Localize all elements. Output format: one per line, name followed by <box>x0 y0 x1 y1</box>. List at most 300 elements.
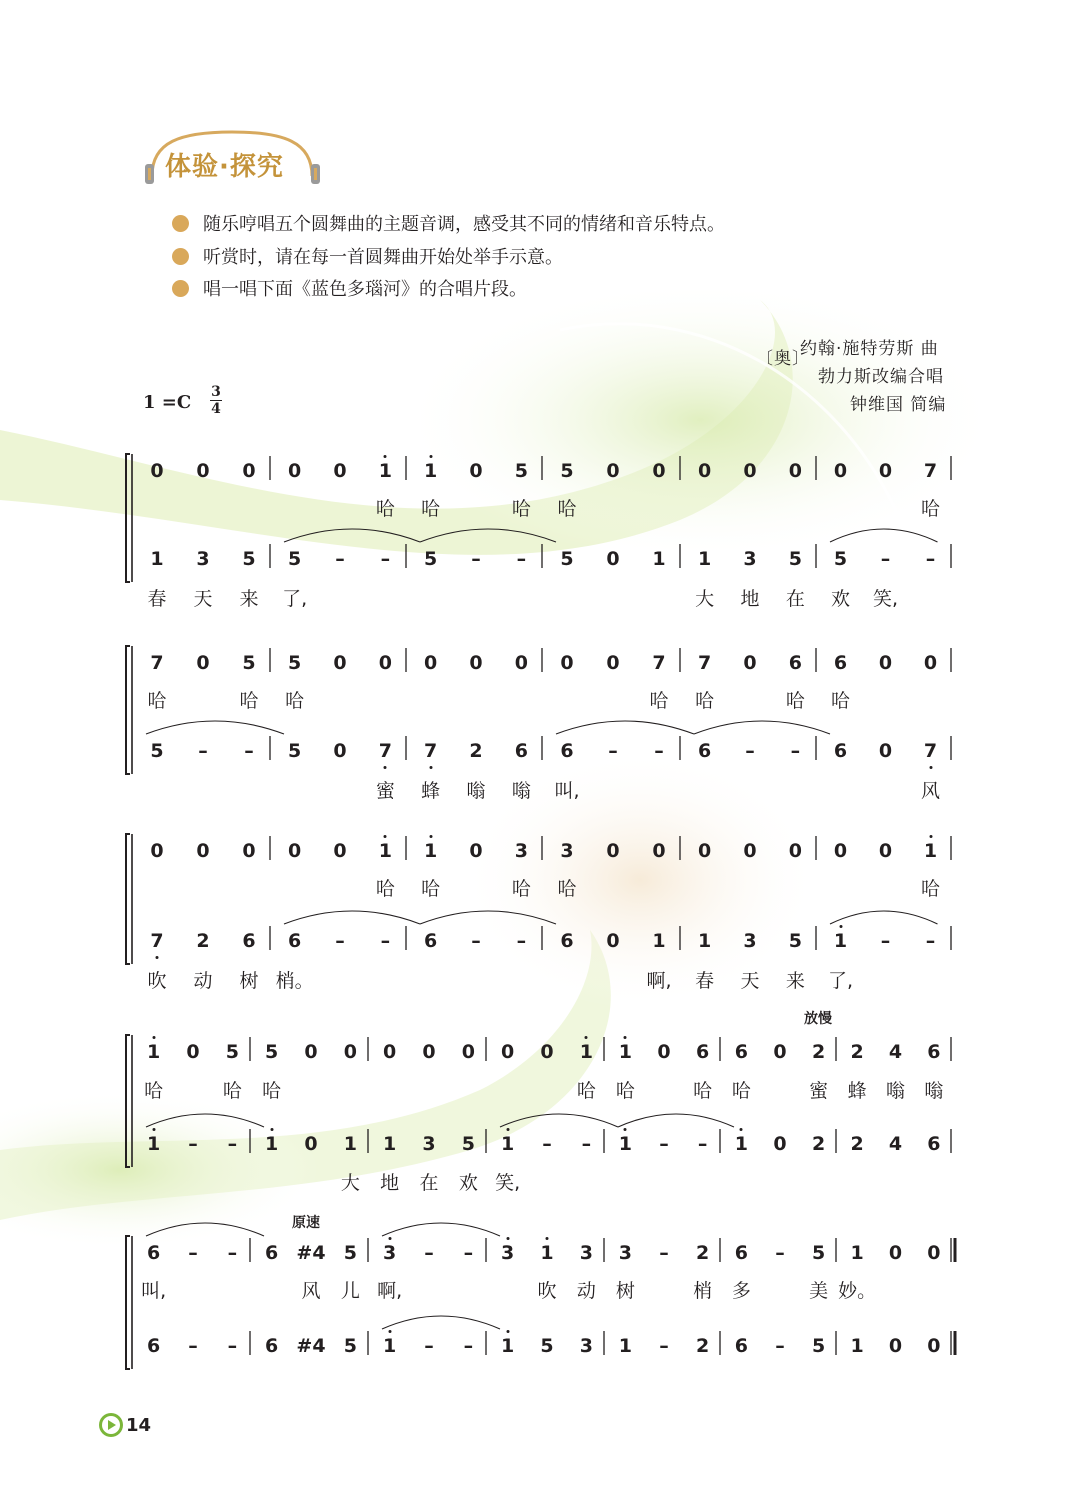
lyric: 笑, <box>495 1172 521 1194</box>
note: 0 <box>560 652 574 674</box>
note: 7 <box>150 930 164 952</box>
note: 0 <box>422 1041 436 1063</box>
lyric: 春 <box>147 588 167 610</box>
lyric: 来 <box>239 588 259 610</box>
note: 3 <box>383 1242 397 1264</box>
note: 1 <box>833 930 848 952</box>
note: 7 <box>150 652 164 674</box>
note: 0 <box>833 460 848 482</box>
note: 4 <box>888 1041 903 1063</box>
note: – <box>244 740 254 762</box>
note: 0 <box>652 460 666 482</box>
note: 6 <box>788 652 802 674</box>
note: 0 <box>878 740 893 762</box>
note: – <box>335 930 345 952</box>
lyric: 啊, <box>646 970 672 992</box>
note: 6 <box>698 740 712 762</box>
octave-dot <box>270 1128 273 1131</box>
note: – <box>925 548 936 570</box>
system-brace <box>126 834 130 964</box>
note: 0 <box>606 652 620 674</box>
lyric: 天 <box>740 970 760 992</box>
note: 3 <box>743 930 757 952</box>
note: 0 <box>606 840 620 862</box>
octave-dot <box>152 1128 155 1131</box>
lyric: 哈 <box>421 498 441 520</box>
time-signature: 3 4 <box>211 384 221 417</box>
note: 7 <box>424 740 438 762</box>
system-brace <box>126 1035 130 1167</box>
lyric: 哈 <box>693 1080 713 1102</box>
lyric: 风 <box>920 780 941 802</box>
note: 6 <box>147 1335 161 1357</box>
note: 5 <box>242 548 256 570</box>
lyric: 儿 <box>340 1280 360 1302</box>
lyric: 哈 <box>649 690 669 712</box>
slur <box>830 529 938 542</box>
octave-dot <box>839 925 842 928</box>
note: 0 <box>540 1041 554 1063</box>
note: 0 <box>923 652 938 674</box>
note: 0 <box>150 840 164 862</box>
note: 5 <box>288 548 302 570</box>
lyric: 哈 <box>239 690 259 712</box>
lyric: 地 <box>740 588 760 610</box>
note: – <box>542 1133 552 1155</box>
note: 0 <box>383 1041 397 1063</box>
note: 1 <box>850 1335 864 1357</box>
octave-dot <box>388 1330 391 1333</box>
lyric: 哈 <box>695 690 715 712</box>
note: 0 <box>788 840 802 862</box>
note: – <box>198 740 208 762</box>
note: 5 <box>288 740 302 762</box>
note: – <box>463 1335 474 1357</box>
note: 6 <box>514 740 528 762</box>
note: 1 <box>652 930 666 952</box>
note: 1 <box>734 1133 748 1155</box>
lyric: 动 <box>193 970 213 992</box>
note: 5 <box>225 1041 239 1063</box>
note: 0 <box>833 840 848 862</box>
lyric: 蜂 <box>847 1080 867 1102</box>
lyric: 树 <box>239 970 259 992</box>
note: 5 <box>343 1335 357 1357</box>
slur <box>830 911 938 924</box>
note: 0 <box>514 652 528 674</box>
lyric: 欢 <box>830 588 851 610</box>
slur <box>382 1223 500 1236</box>
note: 7 <box>378 740 392 762</box>
note: 0 <box>698 840 712 862</box>
note: – <box>516 930 527 952</box>
note: 5 <box>150 740 164 762</box>
note: 1 <box>150 548 164 570</box>
note: 7 <box>923 740 938 762</box>
note: 5 <box>343 1242 357 1264</box>
octave-dot <box>429 835 432 838</box>
octave-dot <box>152 1036 155 1039</box>
octave-dot <box>546 1237 549 1240</box>
note: 5 <box>560 548 574 570</box>
note: – <box>471 548 481 570</box>
note: 0 <box>606 548 620 570</box>
credit-arranger: 勃力斯改编合唱 <box>818 367 944 387</box>
note: 6 <box>734 1335 748 1357</box>
note: 1 <box>147 1041 161 1063</box>
note: 6 <box>560 740 574 762</box>
lyric: 地 <box>380 1172 400 1194</box>
octave-dot <box>506 1128 509 1131</box>
note: 0 <box>788 460 802 482</box>
note: 0 <box>424 652 438 674</box>
note: – <box>380 930 391 952</box>
slur <box>146 1114 264 1127</box>
lyric: 嗡 <box>511 780 531 802</box>
note: 6 <box>833 652 848 674</box>
section-title: 体验·探究 <box>165 152 284 182</box>
tempo-mark-slow: 放慢 <box>804 1011 832 1027</box>
note: 3 <box>560 840 574 862</box>
lyric: 哈 <box>262 1080 282 1102</box>
note: 0 <box>343 1041 357 1063</box>
note: – <box>880 548 891 570</box>
note: 0 <box>606 930 620 952</box>
credit-simplifier: 钟维国 简编 <box>850 395 947 415</box>
note: 1 <box>265 1133 279 1155</box>
octave-dot <box>384 455 387 458</box>
note: 0 <box>773 1133 787 1155</box>
note: 2 <box>696 1242 710 1264</box>
note: 6 <box>288 930 302 952</box>
lyric: 多 <box>731 1280 751 1302</box>
note: 0 <box>743 652 757 674</box>
note: 1 <box>850 1242 864 1264</box>
note: 6 <box>734 1242 748 1264</box>
note: 1 <box>501 1335 515 1357</box>
note: 6 <box>696 1041 710 1063</box>
note: – <box>659 1242 669 1264</box>
lyric: 了, <box>282 588 308 610</box>
note: 0 <box>878 460 893 482</box>
note: 0 <box>927 1335 941 1357</box>
note: 0 <box>501 1041 515 1063</box>
octave-dot <box>506 1237 509 1240</box>
lyric: 哈 <box>511 498 531 520</box>
note: 2 <box>850 1133 864 1155</box>
note: 3 <box>579 1242 593 1264</box>
note: – <box>880 930 891 952</box>
lyric: 天 <box>193 588 213 610</box>
note: 0 <box>773 1041 787 1063</box>
note: 2 <box>469 740 483 762</box>
lyric: 动 <box>576 1280 596 1302</box>
note: 0 <box>304 1041 318 1063</box>
lyric: 树 <box>615 1280 635 1302</box>
lyric: 哈 <box>557 498 577 520</box>
note: 5 <box>788 548 802 570</box>
note: – <box>188 1242 198 1264</box>
note: #4 <box>296 1335 326 1357</box>
lyric: 蜂 <box>421 780 441 802</box>
note: 5 <box>812 1242 826 1264</box>
note: 3 <box>514 840 528 862</box>
note: – <box>380 548 391 570</box>
slur <box>146 721 284 734</box>
note: 2 <box>696 1335 710 1357</box>
note: – <box>581 1133 592 1155</box>
slur <box>420 911 556 924</box>
note: 0 <box>186 1041 200 1063</box>
slur <box>618 1114 734 1127</box>
octave-dot <box>156 956 159 959</box>
note: 0 <box>469 460 483 482</box>
system-brace <box>126 454 130 582</box>
lyric: 哈 <box>147 690 167 712</box>
tempo-mark-original: 原速 <box>292 1215 320 1231</box>
note: 4 <box>888 1133 903 1155</box>
octave-dot <box>624 1036 627 1039</box>
note: – <box>659 1335 669 1357</box>
lyric: 哈 <box>920 498 941 520</box>
note: 6 <box>833 740 848 762</box>
bullet-item: 听赏时，请在每一首圆舞曲开始处举手示意。 <box>172 243 563 269</box>
note: 3 <box>422 1133 436 1155</box>
note: 0 <box>196 652 210 674</box>
note: 7 <box>652 652 666 674</box>
note: 2 <box>850 1041 864 1063</box>
note: 1 <box>540 1242 554 1264</box>
note: 1 <box>618 1335 632 1357</box>
lyric: 来 <box>785 970 805 992</box>
note: – <box>925 930 936 952</box>
lyric: 笑, <box>872 588 899 610</box>
note: 0 <box>333 740 347 762</box>
note: 0 <box>888 1335 903 1357</box>
lyric: 哈 <box>421 878 441 900</box>
octave-dot <box>429 455 432 458</box>
lyric: 蜜 <box>809 1080 829 1102</box>
note: 0 <box>878 652 893 674</box>
note: 5 <box>514 460 528 482</box>
note: 0 <box>657 1041 671 1063</box>
note: – <box>227 1335 238 1357</box>
note: – <box>775 1242 785 1264</box>
slur <box>382 1316 500 1329</box>
note: 1 <box>698 930 712 952</box>
note: 0 <box>698 460 712 482</box>
slur <box>284 911 420 924</box>
note: 0 <box>242 840 256 862</box>
note: 0 <box>333 652 347 674</box>
note: 0 <box>304 1133 318 1155</box>
note: 0 <box>927 1242 941 1264</box>
note: 6 <box>734 1041 748 1063</box>
key-signature: 1 =C <box>143 392 192 413</box>
note: 5 <box>833 548 848 570</box>
lyric: 蜜 <box>375 780 395 802</box>
note: 1 <box>501 1133 515 1155</box>
note: – <box>775 1335 785 1357</box>
lyric: 哈 <box>511 878 531 900</box>
note: 5 <box>424 548 438 570</box>
note: 7 <box>698 652 712 674</box>
lyric: 春 <box>695 970 715 992</box>
slur <box>146 1223 264 1236</box>
octave-dot <box>384 835 387 838</box>
note: 2 <box>812 1041 826 1063</box>
note: 1 <box>383 1335 397 1357</box>
note: 0 <box>196 840 210 862</box>
slur <box>694 721 830 734</box>
lyric: 啊, <box>377 1280 403 1302</box>
note: – <box>790 740 801 762</box>
note: 1 <box>424 460 438 482</box>
lyric: 吹 <box>147 970 167 992</box>
note: 0 <box>150 460 164 482</box>
note: 0 <box>469 840 483 862</box>
play-icon <box>98 1412 124 1438</box>
lyric: 吹 <box>537 1280 557 1302</box>
note: 5 <box>788 930 802 952</box>
note: – <box>188 1335 198 1357</box>
lyric: 哈 <box>920 878 941 900</box>
lyric: 大 <box>340 1172 360 1194</box>
note: – <box>471 930 481 952</box>
note: 1 <box>147 1133 161 1155</box>
lyric: 梢。 <box>275 970 314 992</box>
lyric: 哈 <box>731 1080 751 1102</box>
note: 1 <box>618 1041 632 1063</box>
note: 0 <box>288 840 302 862</box>
note: 3 <box>618 1242 632 1264</box>
note: – <box>463 1242 474 1264</box>
lyric: 叫, <box>141 1280 167 1302</box>
note: 0 <box>743 840 757 862</box>
note: 1 <box>618 1133 632 1155</box>
note: 0 <box>469 652 483 674</box>
note: 1 <box>383 1133 397 1155</box>
octave-dot <box>429 766 432 769</box>
slur <box>556 721 694 734</box>
octave-dot <box>740 1128 743 1131</box>
credit-origin: 〔奥〕 <box>756 349 810 369</box>
note: 1 <box>698 548 712 570</box>
lyric: 了, <box>827 970 854 992</box>
note: 6 <box>927 1041 941 1063</box>
system-brace <box>126 1236 130 1369</box>
lyric: 哈 <box>830 690 851 712</box>
note: 0 <box>242 460 256 482</box>
note: 3 <box>743 548 757 570</box>
note: 5 <box>242 652 256 674</box>
bullet-item: 随乐哼唱五个圆舞曲的主题音调，感受其不同的情绪和音乐特点。 <box>172 210 725 236</box>
lyric: 哈 <box>144 1080 164 1102</box>
note: 0 <box>378 652 392 674</box>
note: 0 <box>888 1242 903 1264</box>
note: 3 <box>579 1335 593 1357</box>
note: 5 <box>560 460 574 482</box>
note: #4 <box>296 1242 326 1264</box>
note: 5 <box>288 652 302 674</box>
note: 1 <box>343 1133 357 1155</box>
note: 1 <box>378 840 392 862</box>
note: 0 <box>878 840 893 862</box>
note: – <box>424 1242 434 1264</box>
note: 3 <box>501 1242 515 1264</box>
system-brace <box>126 646 130 774</box>
octave-dot <box>384 766 387 769</box>
note: 2 <box>196 930 210 952</box>
note: 6 <box>147 1242 161 1264</box>
lyric: 哈 <box>576 1080 596 1102</box>
note: – <box>745 740 755 762</box>
note: – <box>516 548 527 570</box>
note: 5 <box>540 1335 554 1357</box>
octave-dot <box>624 1128 627 1131</box>
credit-composer: 约翰·施特劳斯 曲 <box>800 339 939 359</box>
lyric: 嗡 <box>466 780 486 802</box>
slur <box>500 1114 618 1127</box>
octave-dot <box>585 1036 588 1039</box>
octave-dot <box>929 766 932 769</box>
page-number: 14 <box>126 1415 152 1436</box>
note: 5 <box>265 1041 279 1063</box>
lyric: 哈 <box>615 1080 635 1102</box>
bullet-item: 唱一唱下面《蓝色多瑙河》的合唱片段。 <box>172 275 527 301</box>
lyric: 哈 <box>557 878 577 900</box>
note: – <box>659 1133 669 1155</box>
lyric: 妙。 <box>838 1280 877 1302</box>
octave-dot <box>929 835 932 838</box>
note: 0 <box>196 460 210 482</box>
note: 0 <box>606 460 620 482</box>
lyric: 在 <box>419 1172 439 1194</box>
octave-dot <box>506 1330 509 1333</box>
lyric: 嗡 <box>885 1080 906 1102</box>
note: 6 <box>265 1242 279 1264</box>
note: 1 <box>652 548 666 570</box>
lyric: 哈 <box>222 1080 242 1102</box>
lyric: 哈 <box>375 878 395 900</box>
note: 5 <box>461 1133 475 1155</box>
note: 6 <box>927 1133 941 1155</box>
slur <box>284 529 420 542</box>
note: 6 <box>265 1335 279 1357</box>
note: 6 <box>424 930 438 952</box>
note: – <box>227 1133 238 1155</box>
note: – <box>227 1242 238 1264</box>
lyric: 风 <box>301 1280 321 1302</box>
note: 1 <box>424 840 438 862</box>
note: – <box>608 740 618 762</box>
note: 6 <box>560 930 574 952</box>
note: 0 <box>288 460 302 482</box>
lyric: 哈 <box>785 690 805 712</box>
note: – <box>188 1133 198 1155</box>
note: – <box>697 1133 708 1155</box>
note: – <box>335 548 345 570</box>
note: 0 <box>333 460 347 482</box>
lyric: 梢 <box>693 1280 713 1302</box>
note: 6 <box>242 930 256 952</box>
lyric: 美 <box>809 1280 829 1302</box>
lyric: 在 <box>785 588 805 610</box>
lyric: 哈 <box>285 690 305 712</box>
note: 0 <box>652 840 666 862</box>
lyric: 叫, <box>554 780 580 802</box>
note: 1 <box>923 840 938 862</box>
